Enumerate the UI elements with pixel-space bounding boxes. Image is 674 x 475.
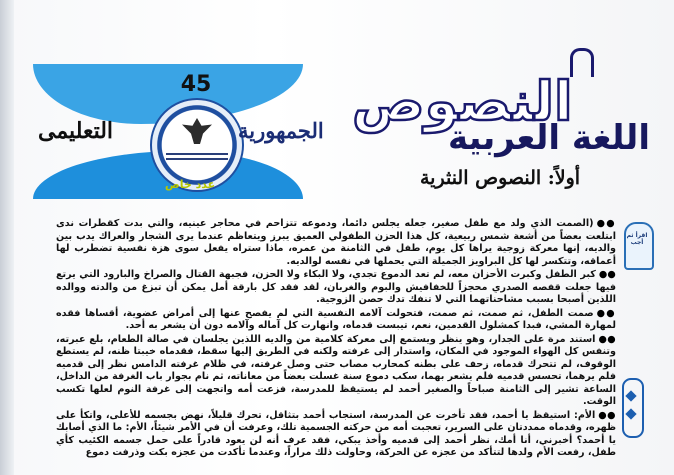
- eagle-icon: [182, 118, 212, 144]
- paragraph: ●●الأم: استيقظ يا أحمد، فقد تأخرت عن المدرسة، استجاب أحمد بتثاقل، تحرك قليلاً، نهض بجسمه للأعلى، واتكأ على ظهره، وقدماه ممددتان على السرير، تعجبت أمه من حركته الجسمية تلك، وعرفت أن في الأمر شيئاً، الأم: ما الذي أصابك يا أحمد؟ أخبرني، أنا أمك، نظر أحمد إلى قدميه وأخذ يبكي، فقد عرف أنه لن يعود قادراً على حمل جسمه الكئيب كأي طفل، رفعت الأم ولدها لتتأكد من عجزه عن الحركة، وحاولت ذلك مراراً، وعندما تأكدت من عجزه بكت وذرفت دموع: [56, 409, 616, 458]
- crescent-icon: [570, 48, 594, 77]
- paragraph: ●●(الصمت الذي ولد مع طفل صغير، جعله يجلس دائماً، ودموعه تتزاحم في محاجر عينيه، والتي بدت كقطرات ندى ابتلعت بعضاً من أشعة شمس ربيعية، كل هذا الحزن الطفولي العميق يبرز ويتعاظم عندما يرى الشجار والعراك يدب بين والديه، إنها معركة زوجية يراها كل يوم، طفل في الثامنة من عمره، ماذا ستراه يفعل سوى هزة نفسية تضطرب لها أعماقه، وتتكسر لها كل البراويز الجميلة التي يحملها في نفسه لوالديه.: [56, 218, 616, 267]
- article-body: [56, 218, 616, 475]
- section-subtitle: أولاً: النصوص النثرية: [420, 167, 581, 189]
- side-note-ornament: [614, 222, 662, 274]
- side-note-text: اقرأ ثم أجب: [626, 232, 648, 246]
- paragraph: ●●كبر الطفل وكبرت الأحزان معه، لم تعد الدموع تجدي، ولا البكاء ولا الحزن، فجبهة القتال والصراخ والبارود التي يرتع فيها جعلت قفصه الصدري محجزاً للخفافيش والبوم والغربان، لقد فقد كل بارقة أمل يمكن أن تبزغ من والدته ووالده اللذين أصبحا بسبب مشاحناتهما التي لا تنفك تدك حصن الزوجية.: [56, 269, 616, 305]
- brand-name-right: الجمهورية: [238, 118, 324, 143]
- page-fold-shadow: [0, 0, 14, 475]
- paragraph: ●●صمت الطفل، ثم صمت، ثم صمت، فتحولت آلامه النفسية التي لم يفصح عنها إلى أمراض عضوية، أقساها فقده لمهارة المشي، فبدا كمشلول القدمين، نعم، تيبست قدماه، وانهارت كل آماله وآلامه دون أن يشعر به أحد.: [56, 307, 616, 331]
- page-title: النصوص: [352, 70, 573, 133]
- brand-name-left: التعليمى: [38, 118, 114, 144]
- special-issue-label: عدد خاص: [164, 178, 216, 191]
- lantern-icon: [624, 222, 654, 270]
- seal-lettering: [166, 150, 228, 164]
- paragraph: ●●استند مرة على الجدار، وهو ينظر ويستمع إلى معركة كلامية من والديه اللذين يجلسان في صالة الطعام، بلع عبرته، وتنفس كل الهواء الموجود في المكان، واستدار إلى غرفته ولكنه في الطريق إليها سقط، فقدماه خيبتا ظنه، لم يستطع الوقوف، لم تتحرك قدماه، زحف على بطنه كمحارب مصاب حتى وصل غرفته، في ظلام غرفته الدامس نظر إلى قدميه فلم يرهما، تحسس قدميه فلم يشعر بهما، سكب دموع سنة غسلت بعضاً من معاناته، ثم نام بجوار باب الغرفة من الداخل، الساعة تشير إلى الثامنة صباحاً والصغير أحمد لم يستيقظ للمدرسة، فزعت أمه واتجهت إلى غرفة النوم لعلها تكسب الوقت.: [56, 333, 616, 407]
- decorative-ornament-icon: [618, 378, 648, 438]
- subject-title: اللغة العربية: [448, 118, 650, 158]
- issue-number: 45: [180, 72, 212, 97]
